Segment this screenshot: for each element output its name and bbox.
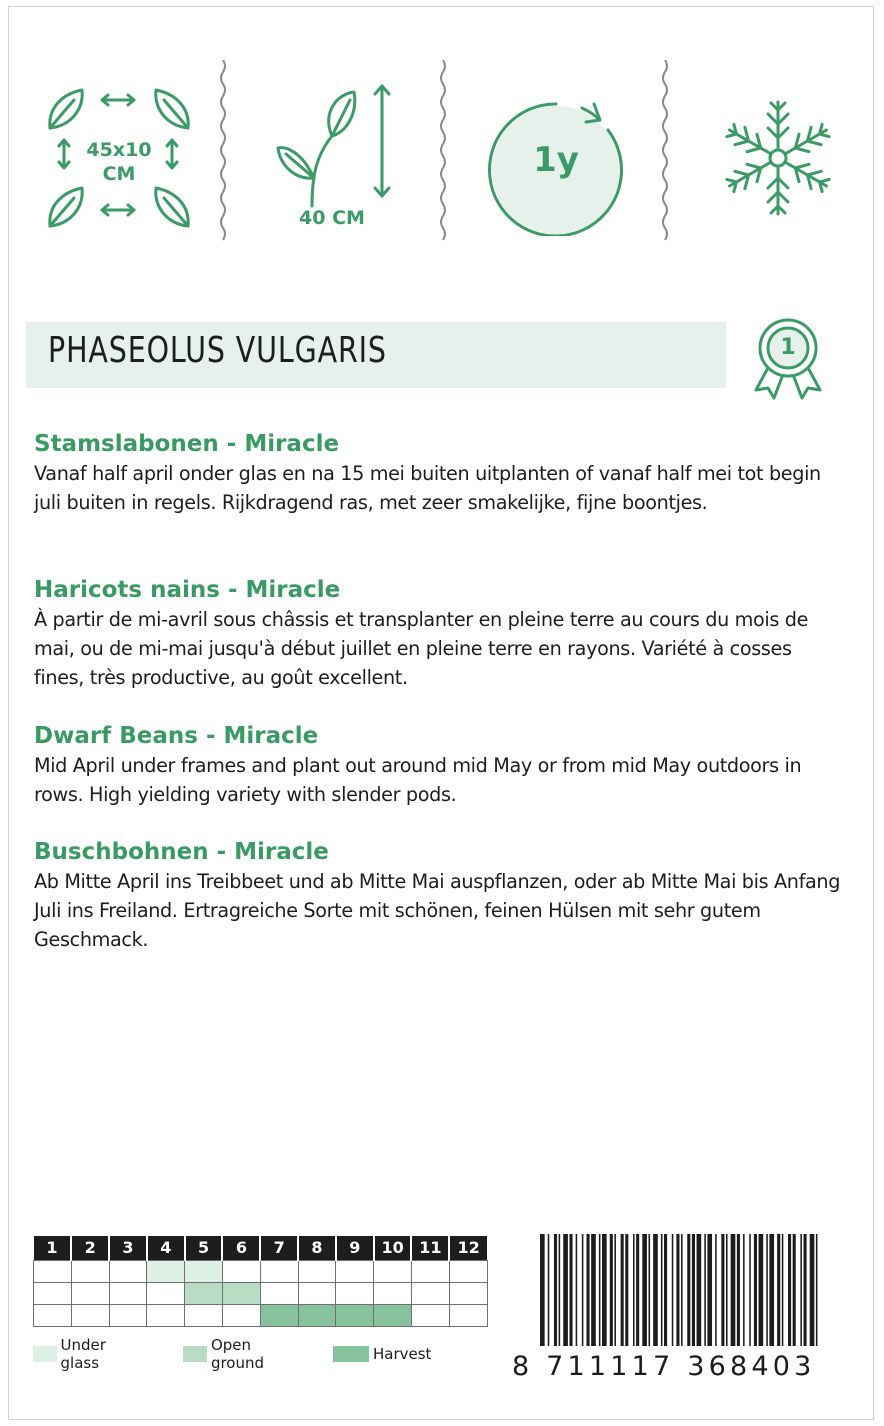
- calendar-cell: [185, 1304, 223, 1326]
- section-title: Dwarf Beans - Miracle: [34, 723, 319, 749]
- calendar-cell: [449, 1260, 487, 1282]
- sowing-calendar: [33, 1236, 488, 1327]
- icon-row: [0, 56, 884, 256]
- spacing-unit: CM: [102, 163, 136, 185]
- barcode-bar: [676, 1234, 679, 1346]
- barcode-bar: [697, 1234, 702, 1346]
- legend-open-ground: [183, 1336, 276, 1372]
- barcode-bar: [599, 1234, 601, 1346]
- spacing-icon: [40, 56, 200, 256]
- legend-harvest: [333, 1343, 431, 1365]
- barcode-number: 8 711117 368403: [512, 1351, 816, 1382]
- calendar-cell: [185, 1260, 223, 1282]
- month-header-cell: 1: [34, 1236, 72, 1260]
- calendar-cell: [260, 1304, 298, 1326]
- barcode-bar: [715, 1234, 717, 1346]
- legend-swatch: [183, 1346, 207, 1362]
- calendar-cell: [260, 1282, 298, 1304]
- section-body: À partir de mi-avril sous châssis et transplanter en pleine terre au cours du mois de mai, ou de mi-mai jusqu'à début juillet en pleine terre en rayons. Variété à cosses fines, très productive, au goût excellent.: [34, 608, 809, 689]
- plant-height-icon: [262, 56, 412, 256]
- divider-wavy: [438, 60, 448, 246]
- month-header-cell: 5: [185, 1236, 223, 1260]
- barcode-bar: [625, 1234, 628, 1346]
- month-header-cell: 4: [147, 1236, 185, 1260]
- calendar-cell: [34, 1260, 72, 1282]
- barcode-bar: [810, 1234, 815, 1346]
- section-french: [34, 576, 846, 692]
- barcode-bar: [559, 1234, 561, 1346]
- calendar-cell: [147, 1260, 185, 1282]
- calendar-cell: [109, 1260, 147, 1282]
- barcode-bar: [569, 1234, 572, 1346]
- barcode-bar: [769, 1234, 774, 1346]
- calendar-cell: [185, 1282, 223, 1304]
- calendar-cell: [374, 1304, 412, 1326]
- award-rosette-icon: [748, 312, 828, 402]
- barcode-bar: [692, 1234, 695, 1346]
- calendar-cell: [260, 1260, 298, 1282]
- barcode-bar: [576, 1234, 578, 1346]
- barcode-bar: [754, 1234, 757, 1346]
- barcode-bar: [681, 1234, 683, 1346]
- barcode-bar: [540, 1234, 545, 1346]
- barcode-bar: [707, 1234, 712, 1346]
- section-title: Buschbohnen - Miracle: [34, 839, 329, 865]
- legend-under-glass: [33, 1336, 118, 1372]
- calendar-cell: [71, 1260, 109, 1282]
- calendar-cell: [411, 1282, 449, 1304]
- barcode-bar: [766, 1234, 768, 1346]
- barcode-bar: [749, 1234, 751, 1346]
- barcode-bar: [548, 1234, 550, 1346]
- barcode-bar: [793, 1234, 796, 1346]
- calendar-row-harvest: [34, 1304, 488, 1326]
- calendar-cell: [71, 1282, 109, 1304]
- barcode-bar: [563, 1234, 568, 1346]
- legend-label: Harvest: [373, 1345, 432, 1363]
- month-header-cell: 9: [336, 1236, 374, 1260]
- barcode-bar: [582, 1234, 584, 1346]
- calendar-cell: [109, 1282, 147, 1304]
- barcode-bar: [602, 1234, 607, 1346]
- month-header-cell: 12: [449, 1236, 487, 1260]
- legend-label: Open ground: [210, 1336, 265, 1372]
- calendar-cell: [336, 1304, 374, 1326]
- height-label: 40 CM: [299, 207, 365, 229]
- barcode-bar: [610, 1234, 613, 1346]
- barcode-bar: [653, 1234, 658, 1346]
- calendar-cell: [147, 1282, 185, 1304]
- barcode: [540, 1234, 820, 1354]
- calendar-cell: [34, 1304, 72, 1326]
- barcode-bar: [554, 1234, 557, 1346]
- calendar-cell: [374, 1260, 412, 1282]
- annual-cycle-icon: [482, 56, 632, 256]
- legend-swatch: [333, 1346, 369, 1362]
- divider-wavy: [660, 60, 670, 246]
- legend-swatch: [33, 1346, 57, 1362]
- barcode-bar: [737, 1234, 740, 1346]
- calendar-cell: [298, 1260, 336, 1282]
- barcode-bar: [687, 1234, 690, 1346]
- section-body: Vanaf half april onder glas en na 15 mei buiten uitplanten of vanaf half mei tot begin juli buiten in regels. Rijkdragend ras, met zeer smakelijke, fijne boontjes.: [34, 462, 821, 514]
- calendar-cell: [411, 1260, 449, 1282]
- calendar-cell: [71, 1304, 109, 1326]
- section-german: [34, 838, 846, 954]
- calendar-cell: [336, 1260, 374, 1282]
- lifecycle-label: 1y: [533, 140, 579, 180]
- calendar-cell: [222, 1304, 260, 1326]
- calendar-table: [33, 1236, 488, 1327]
- month-header-cell: 8: [298, 1236, 336, 1260]
- barcode-bar: [816, 1234, 818, 1346]
- calendar-cell: [222, 1282, 260, 1304]
- calendar-cell: [374, 1282, 412, 1304]
- barcode-bar: [800, 1234, 802, 1346]
- section-english: [34, 722, 846, 809]
- calendar-cell: [298, 1282, 336, 1304]
- calendar-cell: [34, 1282, 72, 1304]
- month-header-cell: 6: [222, 1236, 260, 1260]
- barcode-bar: [743, 1234, 745, 1346]
- latin-name: PHASEOLUS VULGARIS: [48, 330, 387, 371]
- calendar-cell: [336, 1282, 374, 1304]
- calendar-cell: [449, 1282, 487, 1304]
- barcode-bar: [782, 1234, 784, 1346]
- barcode-bar: [591, 1234, 596, 1346]
- calendar-row-open: [34, 1282, 488, 1304]
- barcode-bar: [642, 1234, 647, 1346]
- spacing-label: [76, 138, 162, 186]
- section-title: Stamslabonen - Miracle: [34, 431, 340, 457]
- barcode-bar: [587, 1234, 590, 1346]
- barcode-bar: [621, 1234, 624, 1346]
- barcode-bar: [788, 1234, 791, 1346]
- barcode-bar: [664, 1234, 667, 1346]
- calendar-cell: [222, 1260, 260, 1282]
- section-title: Haricots nains - Miracle: [34, 577, 341, 603]
- calendar-month-header: [34, 1236, 488, 1260]
- calendar-cell: [449, 1304, 487, 1326]
- barcode-bar: [661, 1234, 663, 1346]
- section-dutch: [34, 430, 846, 517]
- barcode-bar: [633, 1234, 635, 1346]
- barcode-bar: [636, 1234, 639, 1346]
- barcode-bar: [759, 1234, 764, 1346]
- barcode-bar: [672, 1234, 674, 1346]
- barcode-bar: [804, 1234, 807, 1346]
- legend-label: Under glass: [60, 1336, 106, 1372]
- calendar-cell: [411, 1304, 449, 1326]
- section-body: Ab Mitte April ins Treibbeet und ab Mitte Mai auspflanzen, oder ab Mitte Mai bis Anfang Juli ins Freiland. Ertragreiche Sorte mit schönen, feinen Hülsen mit sehr gutem Geschmack.: [34, 870, 841, 951]
- month-header-cell: 10: [374, 1236, 412, 1260]
- barcode-bar: [777, 1234, 780, 1346]
- badge-number: 1: [780, 335, 796, 360]
- calendar-row-glass: [34, 1260, 488, 1282]
- barcode-bar: [704, 1234, 706, 1346]
- calendar-cell: [147, 1304, 185, 1326]
- barcode-bar: [649, 1234, 651, 1346]
- barcode-bar: [726, 1234, 728, 1346]
- section-body: Mid April under frames and plant out around mid May or from mid May outdoors in rows. High yielding variety with slender pods.: [34, 754, 802, 806]
- calendar-cell: [298, 1304, 336, 1326]
- barcode-bar: [721, 1234, 724, 1346]
- month-header-cell: 11: [411, 1236, 449, 1260]
- divider-wavy: [218, 60, 228, 246]
- month-header-cell: 3: [109, 1236, 147, 1260]
- barcode-bar: [614, 1234, 616, 1346]
- month-header-cell: 7: [260, 1236, 298, 1260]
- frost-hardy-snowflake-icon: [722, 56, 842, 256]
- month-header-cell: 2: [71, 1236, 109, 1260]
- calendar-cell: [109, 1304, 147, 1326]
- barcode-bar: [731, 1234, 736, 1346]
- spacing-value: 45x10: [86, 139, 152, 161]
